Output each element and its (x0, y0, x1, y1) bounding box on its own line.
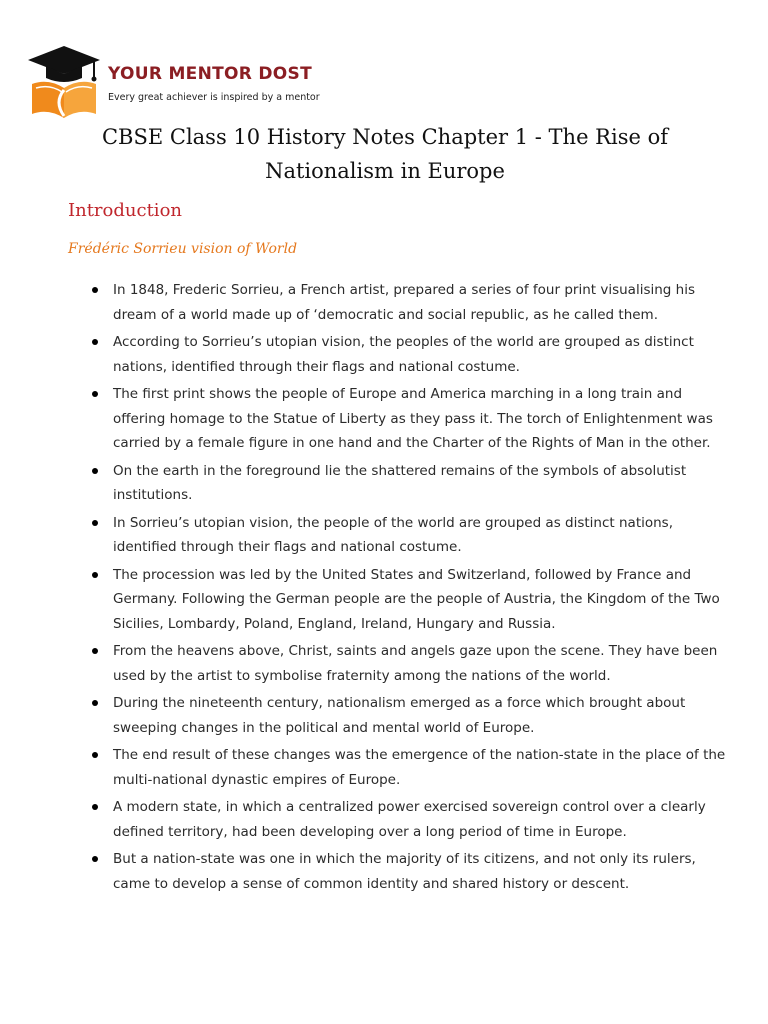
section-heading: Introduction (68, 200, 182, 221)
list-item-text: The end result of these changes was the emergence of the nation-state in the place of the multi-national dynastic empires of Europe. (113, 747, 726, 788)
list-item-text: In 1848, Frederic Sorrieu, a French artist, prepared a series of four print visualising his dream of a world made up of ‘democratic and social republic, as he called them. (113, 282, 695, 323)
list-item-text: On the earth in the foreground lie the shattered remains of the symbols of absolutist institutions. (113, 462, 687, 503)
list-item-text: But a nation-state was one in which the majority of its citizens, and not only its rulers, came to develop a sense of common identity and shared history or descent. (113, 851, 696, 892)
brand-name: YOUR MENTOR DOST (108, 64, 312, 84)
list-item-text: The first print shows the people of Europe and America marching in a long train and offering homage to the Statue of Liberty as they pass it. The torch of Enlightenment was carried by a female figure in one hand and the Charter of the Rights of Man in the other. (113, 386, 713, 451)
list-item (92, 743, 728, 792)
bullet-list (92, 278, 728, 899)
list-item-text: During the nineteenth century, nationalism emerged as a force which brought about sweeping changes in the political and mental world of Europe. (113, 695, 686, 736)
brand-tagline: Every great achiever is inspired by a mentor (108, 92, 320, 103)
bullet-icon (92, 287, 98, 293)
bullet-icon (92, 520, 98, 526)
bullet-icon (92, 700, 98, 706)
bullet-icon (92, 856, 98, 862)
list-item-text: A modern state, in which a centralized power exercised sovereign control over a clearly defined territory, had been developing over a long period of time in Europe. (113, 799, 706, 840)
list-item-text: According to Sorrieu’s utopian vision, the peoples of the world are grouped as distinct nations, identified through their flags and national costume. (113, 334, 694, 375)
list-item (92, 691, 728, 740)
list-item (92, 382, 728, 456)
list-item-text: From the heavens above, Christ, saints and angels gaze upon the scene. They have been used by the artist to symbolise fraternity among the nations of the world. (113, 643, 718, 684)
graduation-cap-book-icon (24, 44, 106, 124)
list-item-text: In Sorrieu’s utopian vision, the people of the world are grouped as distinct nations, identified through their flags and national costume. (113, 514, 673, 555)
bullet-icon (92, 804, 98, 810)
bullet-icon (92, 468, 98, 474)
list-item (92, 639, 728, 688)
list-item (92, 511, 728, 560)
sub-heading: Frédéric Sorrieu vision of World (68, 241, 298, 257)
list-item (92, 563, 728, 637)
list-item (92, 330, 728, 379)
list-item (92, 795, 728, 844)
bullet-icon (92, 572, 98, 578)
bullet-icon (92, 752, 98, 758)
list-item-text: The procession was led by the United States and Switzerland, followed by France and Germany. Following the German people are the people of Austria, the Kingdom of the Two Sicilies, Lombardy, Poland, England, Ireland, Hungary and Russia. (113, 566, 720, 632)
list-item (92, 278, 728, 327)
list-item (92, 847, 728, 896)
bullet-icon (92, 391, 98, 397)
bullet-icon (92, 648, 98, 654)
page-title: CBSE Class 10 History Notes Chapter 1 - The Rise of Nationalism in Europe (101, 125, 669, 183)
bullet-icon (92, 339, 98, 345)
list-item (92, 459, 728, 508)
brand-logo (24, 44, 324, 124)
